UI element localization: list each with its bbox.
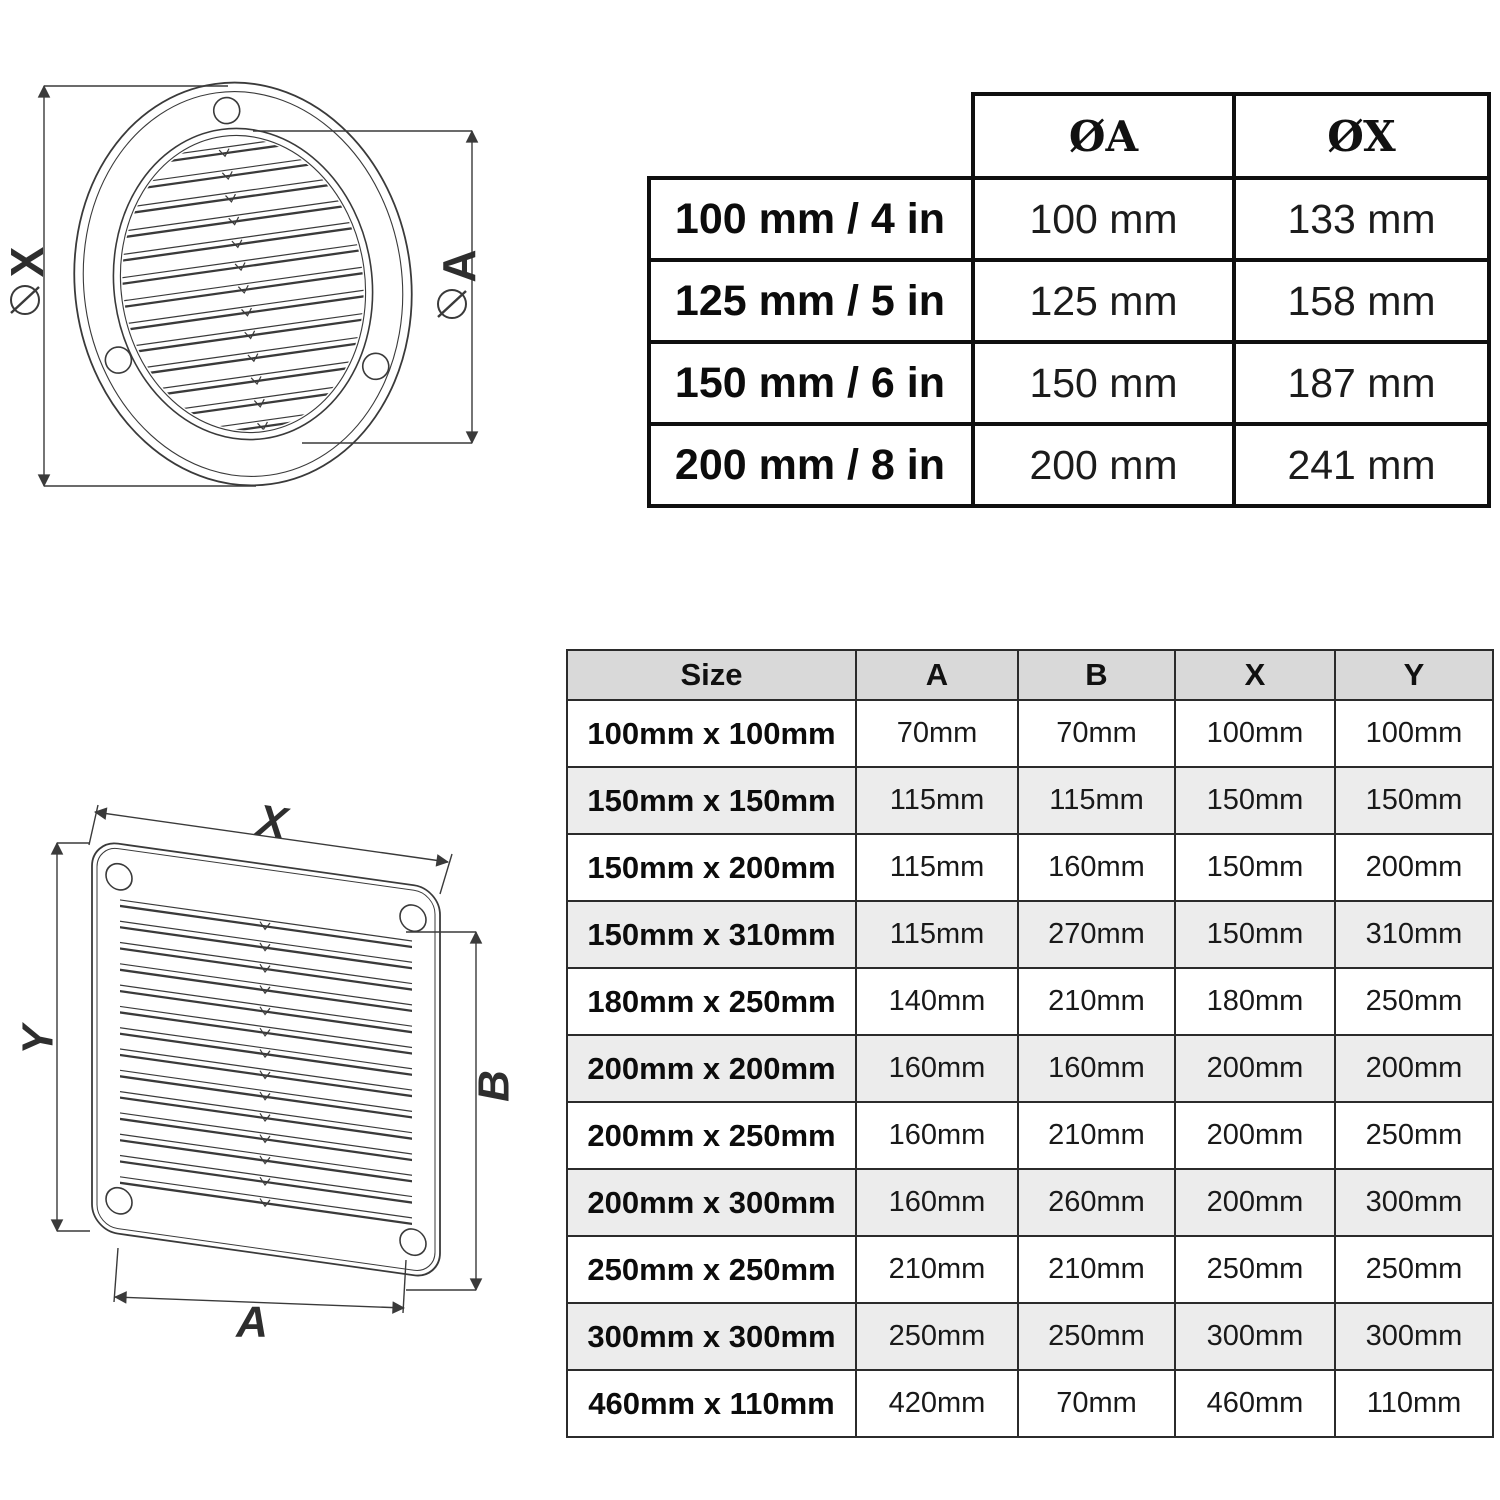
square-table-row xyxy=(567,1236,1493,1303)
square-table-row-size: 200mm x 200mm xyxy=(567,1035,856,1102)
square-table-row-b: 210mm xyxy=(1018,1236,1175,1303)
outer-diameter-label: X xyxy=(1,246,53,278)
height-label: Y xyxy=(13,1025,63,1055)
round-grille-diagram xyxy=(0,0,540,580)
square-table-row-b: 270mm xyxy=(1018,901,1175,968)
square-table-row-y: 200mm xyxy=(1335,834,1493,901)
square-table-row-b: 70mm xyxy=(1018,1370,1175,1437)
square-table-row xyxy=(567,1035,1493,1102)
square-table-row-a: 115mm xyxy=(856,901,1018,968)
square-table-row xyxy=(567,700,1493,767)
square-table-row xyxy=(567,1303,1493,1370)
square-table-row-a: 70mm xyxy=(856,700,1018,767)
square-table-row-size: 460mm x 110mm xyxy=(567,1370,856,1437)
square-table-row-a: 160mm xyxy=(856,1035,1018,1102)
square-table-row-size: 200mm x 300mm xyxy=(567,1169,856,1236)
round-table-row-x: 187 mm xyxy=(1234,342,1489,424)
round-table-row xyxy=(649,424,1489,506)
square-table-row-b: 210mm xyxy=(1018,968,1175,1035)
square-table-row-size: 200mm x 250mm xyxy=(567,1102,856,1169)
square-table-row-x: 200mm xyxy=(1175,1035,1335,1102)
round-table-row-a: 100 mm xyxy=(973,178,1234,260)
square-table-row xyxy=(567,1370,1493,1437)
round-table-row-label: 150 mm / 6 in xyxy=(649,342,973,424)
square-table-row-x: 300mm xyxy=(1175,1303,1335,1370)
square-table-row xyxy=(567,968,1493,1035)
round-table-row-label: 125 mm / 5 in xyxy=(649,260,973,342)
square-table-row xyxy=(567,1169,1493,1236)
square-table-row-y: 250mm xyxy=(1335,1236,1493,1303)
square-table-row-a: 140mm xyxy=(856,968,1018,1035)
square-table-row-a: 250mm xyxy=(856,1303,1018,1370)
square-table-row xyxy=(567,834,1493,901)
square-table-row-size: 150mm x 200mm xyxy=(567,834,856,901)
square-table-row-b: 260mm xyxy=(1018,1169,1175,1236)
screw-hole-bottom-left xyxy=(106,1186,132,1216)
square-table-header-y: Y xyxy=(1335,650,1493,700)
screw-hole-right xyxy=(361,352,390,381)
round-table-row-label: 100 mm / 4 in xyxy=(649,178,973,260)
round-table-header-a: ØA xyxy=(973,94,1234,178)
round-table-row-x: 241 mm xyxy=(1234,424,1489,506)
square-table-row-b: 70mm xyxy=(1018,700,1175,767)
square-table-row-y: 250mm xyxy=(1335,1102,1493,1169)
square-table-row-b: 160mm xyxy=(1018,834,1175,901)
screw-hole-top-right xyxy=(400,903,426,933)
round-table-row xyxy=(649,178,1489,260)
square-table-row xyxy=(567,1102,1493,1169)
square-table-row-y: 150mm xyxy=(1335,767,1493,834)
square-table-row-x: 200mm xyxy=(1175,1102,1335,1169)
round-grille-body xyxy=(49,61,438,508)
square-table-row-b: 160mm xyxy=(1018,1035,1175,1102)
square-table-row-x: 180mm xyxy=(1175,968,1335,1035)
square-table-row-y: 310mm xyxy=(1335,901,1493,968)
square-table-row-y: 100mm xyxy=(1335,700,1493,767)
square-table-row-size: 150mm x 150mm xyxy=(567,767,856,834)
round-table-row xyxy=(649,260,1489,342)
square-table-row-y: 110mm xyxy=(1335,1370,1493,1437)
square-table-row-y: 300mm xyxy=(1335,1303,1493,1370)
square-table-row-x: 460mm xyxy=(1175,1370,1335,1437)
round-table-row-x: 133 mm xyxy=(1234,178,1489,260)
round-table-row-a: 200 mm xyxy=(973,424,1234,506)
square-table-row-a: 160mm xyxy=(856,1102,1018,1169)
square-table-row-x: 200mm xyxy=(1175,1169,1335,1236)
round-table-blank-cell xyxy=(649,94,973,178)
round-table-row-label: 200 mm / 8 in xyxy=(649,424,973,506)
square-table-row-size: 250mm x 250mm xyxy=(567,1236,856,1303)
square-table-row-x: 150mm xyxy=(1175,901,1335,968)
square-table-row-x: 150mm xyxy=(1175,834,1335,901)
round-grille-size-table xyxy=(647,92,1491,508)
screw-hole-bottom-right xyxy=(400,1227,426,1257)
square-table-row-size: 150mm x 310mm xyxy=(567,901,856,968)
width-label: X xyxy=(254,795,290,849)
square-grille-diagram xyxy=(0,770,560,1390)
square-table-row-y: 300mm xyxy=(1335,1169,1493,1236)
square-table-row xyxy=(567,901,1493,968)
square-table-header-a: A xyxy=(856,650,1018,700)
inner-diameter-dimension xyxy=(253,131,472,443)
screw-hole-top-left xyxy=(106,862,132,892)
inner-diameter-label: A xyxy=(433,249,485,283)
square-table-row-size: 180mm x 250mm xyxy=(567,968,856,1035)
square-table-row-y: 200mm xyxy=(1335,1035,1493,1102)
square-table-row-a: 210mm xyxy=(856,1236,1018,1303)
square-table-row-b: 115mm xyxy=(1018,767,1175,834)
square-table-row-b: 210mm xyxy=(1018,1102,1175,1169)
square-table-row-a: 160mm xyxy=(856,1169,1018,1236)
round-table-row-a: 150 mm xyxy=(973,342,1234,424)
opening-height-dimension xyxy=(406,932,476,1290)
square-table-row-a: 115mm xyxy=(856,767,1018,834)
screw-hole-top xyxy=(212,96,241,125)
square-table-row xyxy=(567,767,1493,834)
louvers xyxy=(99,130,388,447)
square-table-row-x: 100mm xyxy=(1175,700,1335,767)
square-table-row-size: 300mm x 300mm xyxy=(567,1303,856,1370)
opening-height-label: B xyxy=(469,1070,519,1102)
square-table-header-size: Size xyxy=(567,650,856,700)
square-table-header-x: X xyxy=(1175,650,1335,700)
opening-width-label: A xyxy=(236,1297,268,1347)
round-table-row xyxy=(649,342,1489,424)
round-table-row-x: 158 mm xyxy=(1234,260,1489,342)
round-table-header-x: ØX xyxy=(1234,94,1489,178)
round-table-row-a: 125 mm xyxy=(973,260,1234,342)
square-table-header-row xyxy=(567,650,1493,700)
square-grille-size-table xyxy=(566,649,1494,1438)
round-table-header-row xyxy=(649,94,1489,178)
square-table-row-b: 250mm xyxy=(1018,1303,1175,1370)
square-table-header-b: B xyxy=(1018,650,1175,700)
square-table-row-x: 150mm xyxy=(1175,767,1335,834)
square-table-row-size: 100mm x 100mm xyxy=(567,700,856,767)
square-grille-body xyxy=(92,840,440,1279)
square-table-row-x: 250mm xyxy=(1175,1236,1335,1303)
square-table-row-a: 115mm xyxy=(856,834,1018,901)
square-table-row-y: 250mm xyxy=(1335,968,1493,1035)
square-table-row-a: 420mm xyxy=(856,1370,1018,1437)
outer-diameter-dimension xyxy=(11,86,256,486)
louvers xyxy=(120,900,412,1227)
